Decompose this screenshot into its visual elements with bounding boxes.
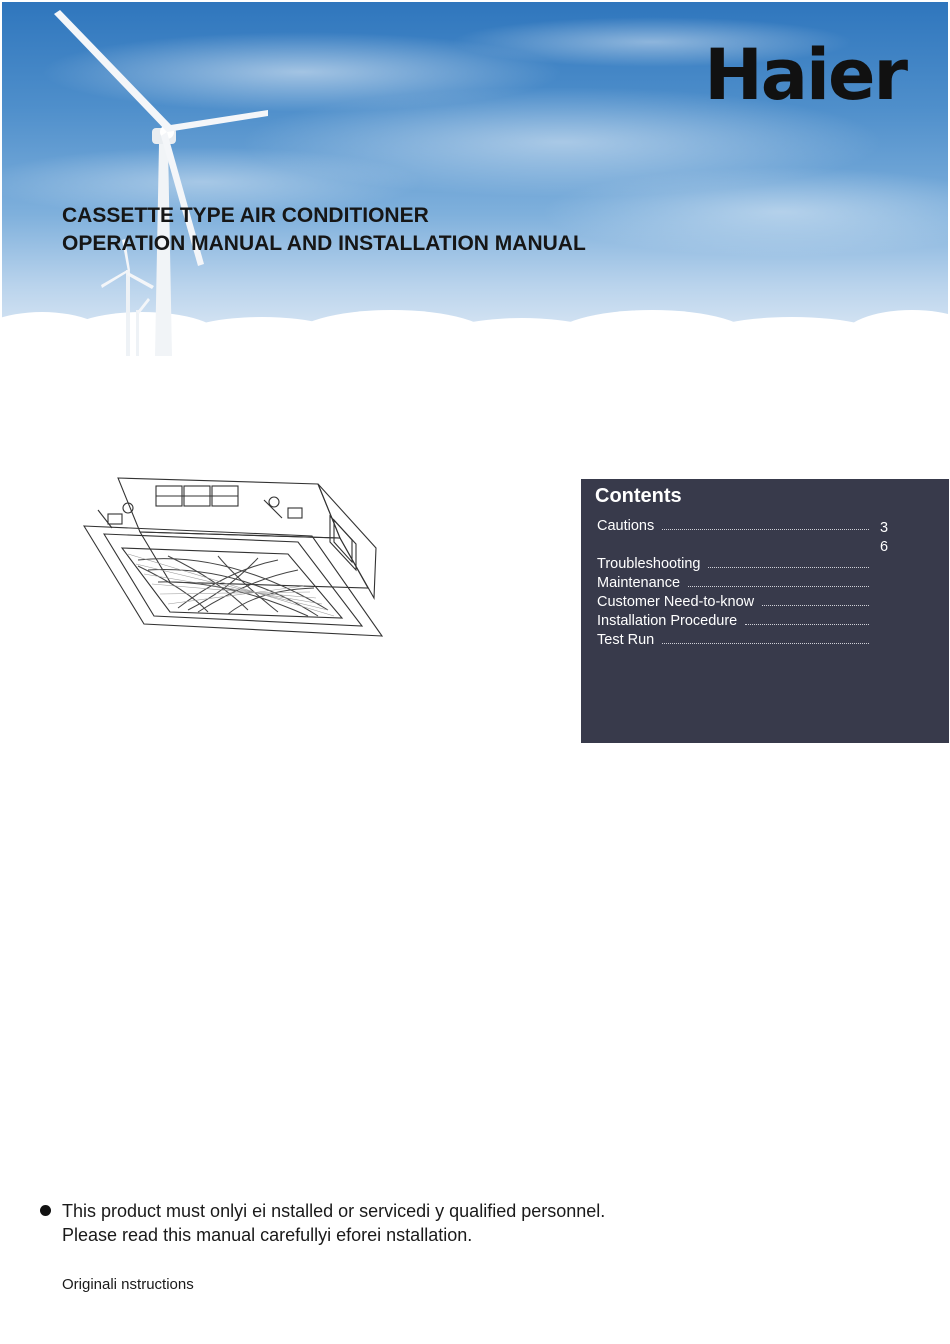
toc-item-test-run[interactable] bbox=[597, 631, 869, 649]
brand-logo: Haier bbox=[704, 34, 906, 116]
toc-page-numbers bbox=[880, 519, 888, 557]
toc-item-troubleshooting[interactable] bbox=[597, 555, 869, 573]
toc-page-number: 6 bbox=[880, 539, 889, 555]
toc-item-cautions[interactable] bbox=[597, 517, 869, 535]
toc-item-label: Test Run bbox=[597, 632, 655, 648]
cover-photo bbox=[2, 2, 948, 356]
contents-panel bbox=[581, 479, 949, 743]
bullet-icon bbox=[40, 1205, 51, 1216]
toc-item-label: Installation Procedure bbox=[597, 613, 738, 629]
toc-item-customer-need-to-know[interactable] bbox=[597, 593, 869, 611]
toc-item-maintenance[interactable] bbox=[597, 574, 869, 592]
original-instructions-note: Originali nstructions bbox=[62, 1276, 194, 1293]
toc-item-label: Customer Need-to-know bbox=[597, 594, 755, 610]
contents-title: Contents bbox=[595, 485, 682, 507]
manual-title bbox=[62, 202, 586, 258]
toc-leader-dots bbox=[708, 567, 869, 568]
toc-leader-dots bbox=[762, 605, 869, 606]
safety-notice bbox=[40, 1199, 605, 1247]
toc-item-label: Maintenance bbox=[597, 575, 681, 591]
toc-leader-dots bbox=[688, 586, 869, 587]
toc-leader-dots bbox=[745, 624, 869, 625]
toc-leader-dots bbox=[662, 529, 869, 530]
cassette-unit-illustration bbox=[78, 470, 388, 645]
notice-line-2: Please read this manual carefullyi eforei nstallation. bbox=[62, 1225, 473, 1245]
toc-item-installation-procedure[interactable] bbox=[597, 612, 869, 630]
notice-line-1: This product must onlyi ei nstalled or servicedi y qualified personnel. bbox=[62, 1201, 606, 1221]
toc-item-label: Cautions bbox=[597, 518, 655, 534]
toc-leader-dots bbox=[662, 643, 869, 644]
title-line-2: OPERATION MANUAL AND INSTALLATION MANUAL bbox=[62, 232, 586, 255]
title-line-1: CASSETTE TYPE AIR CONDITIONER bbox=[62, 204, 429, 227]
toc-item-label: Troubleshooting bbox=[597, 556, 701, 572]
toc-page-number: 3 bbox=[880, 520, 889, 536]
